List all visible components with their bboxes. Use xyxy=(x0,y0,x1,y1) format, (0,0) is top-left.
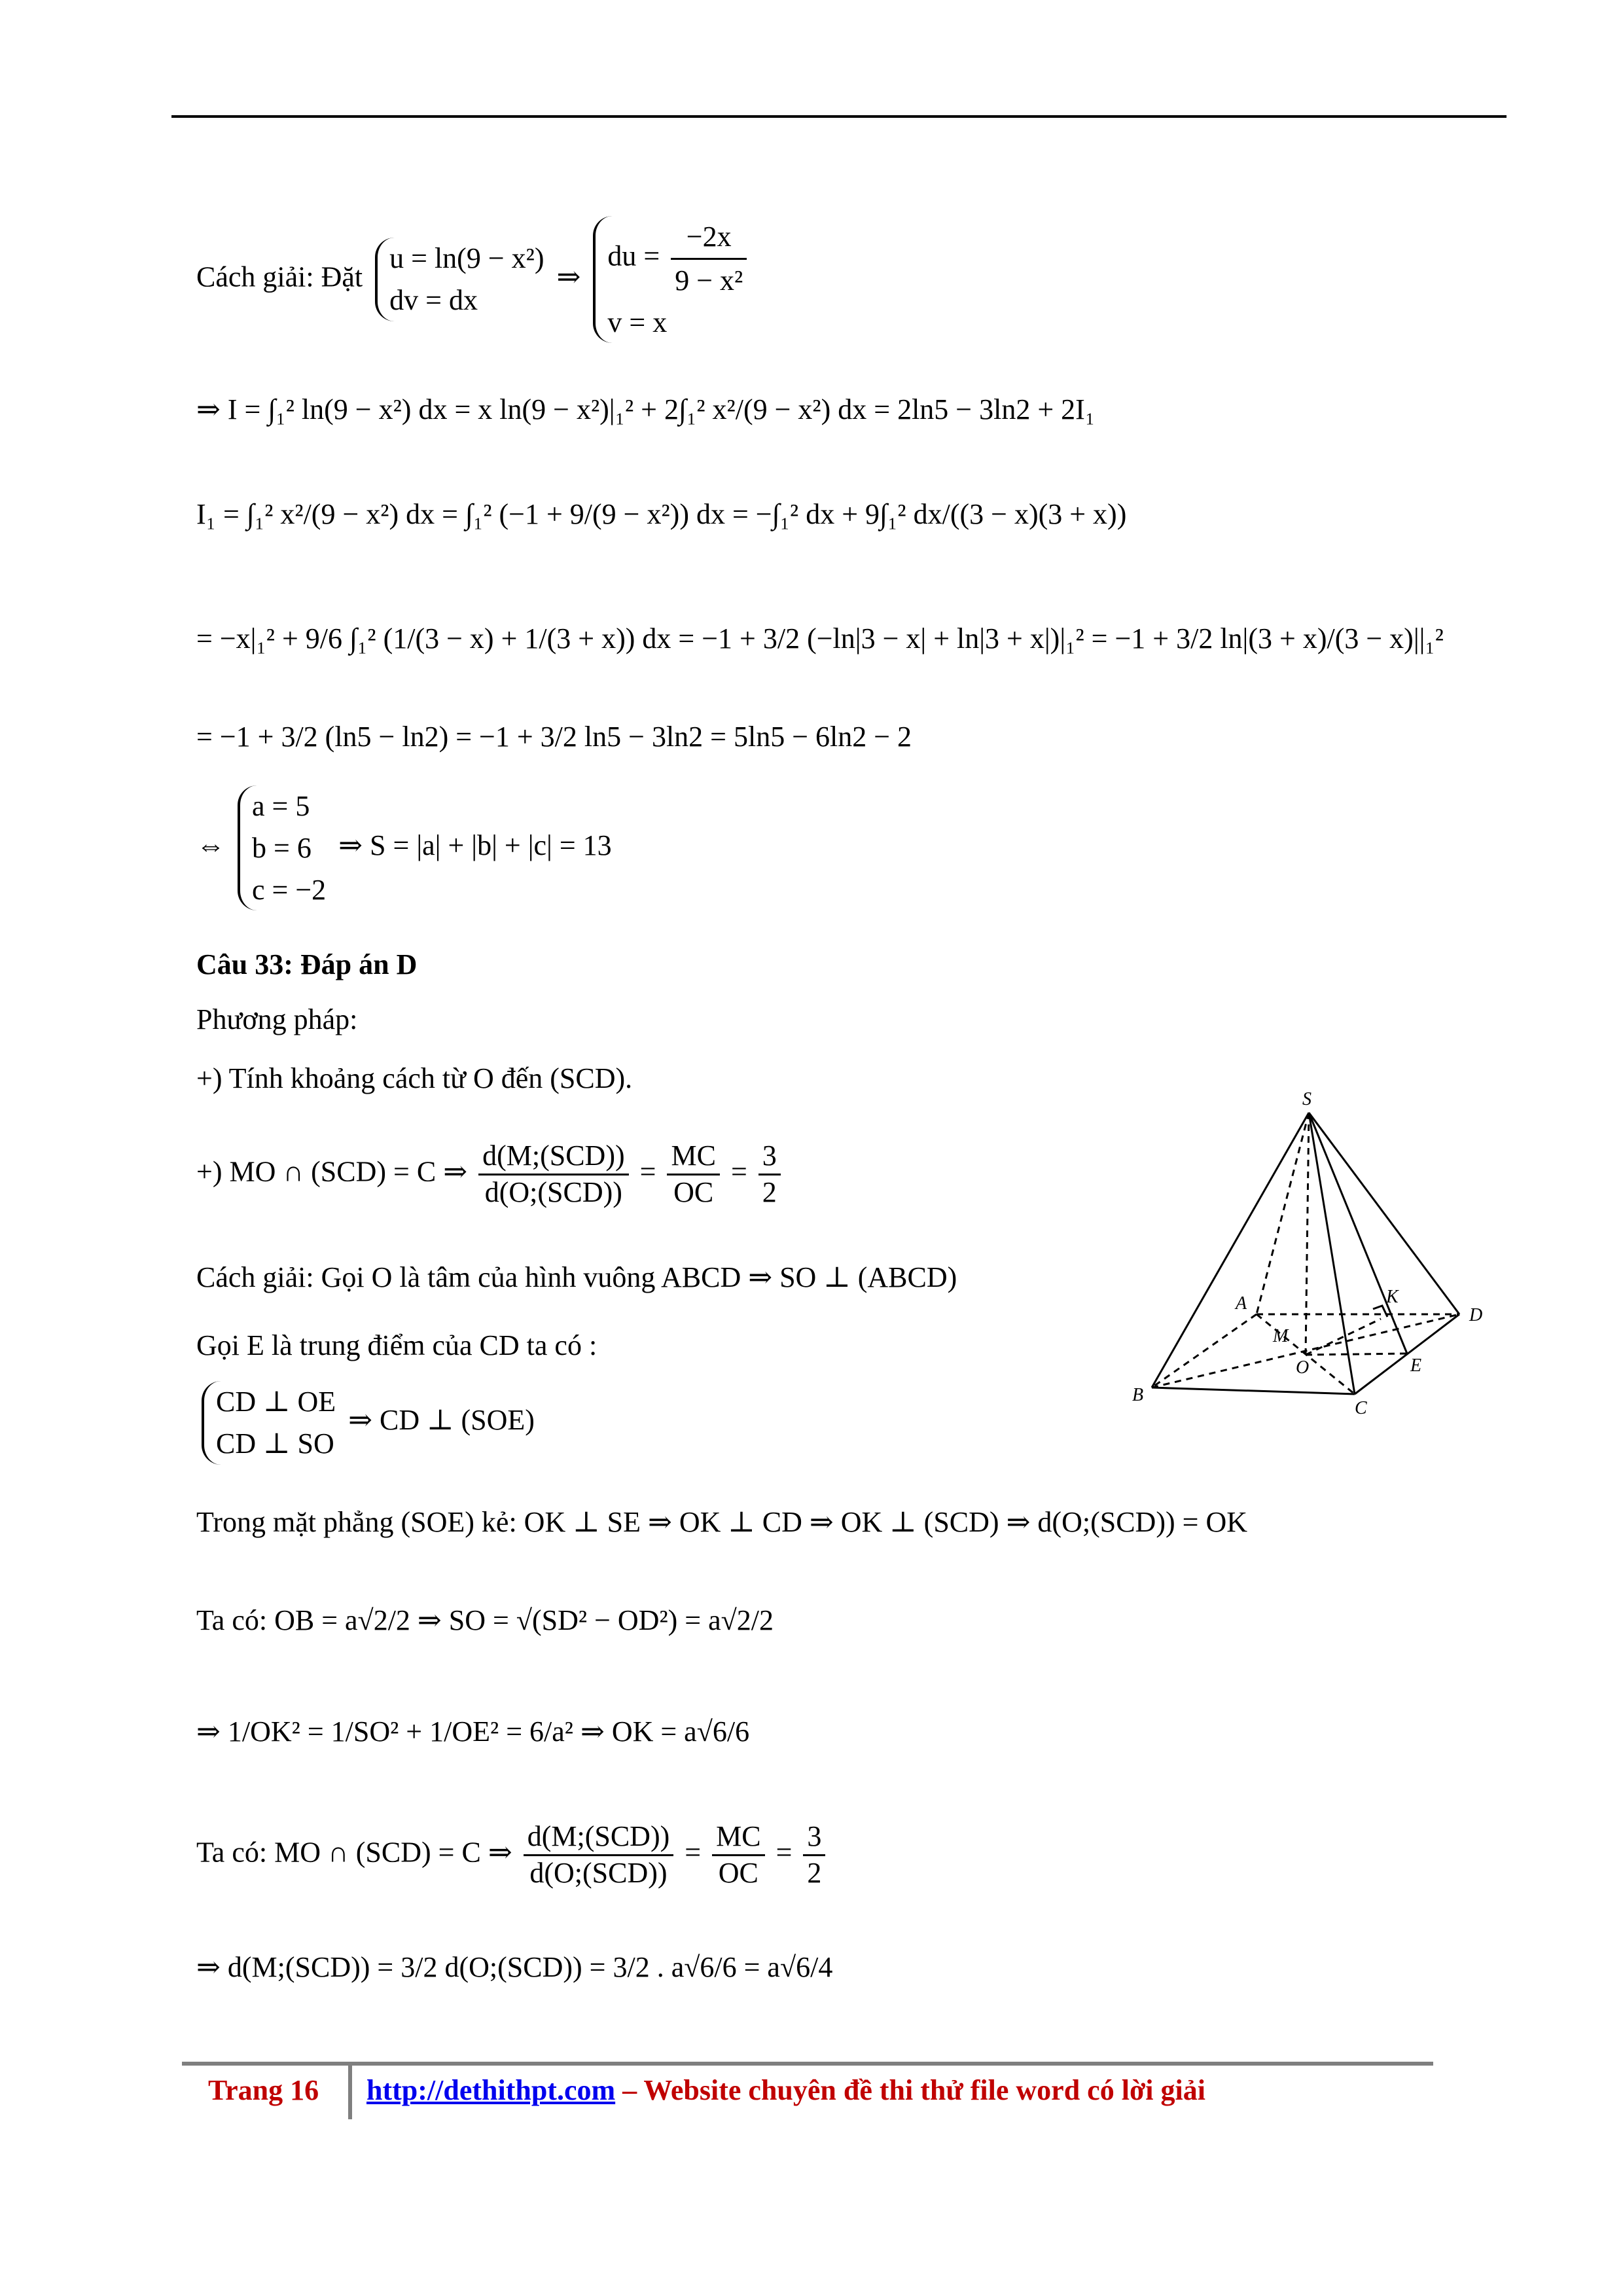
two: 2 xyxy=(762,1175,777,1208)
equation-step: = −x|₁² + 9/6 ∫₁² (1/(3 − x) + 1/(3 + x)) dx = −1 + 3/2 (−ln|3 − x| + ln|3 + x|)|₁² = −1 + 3/2 ln|(3 + x)/(3 − x)||₁² xyxy=(196,622,1444,655)
mo-mc-oc xyxy=(712,1820,764,1891)
coefficient-row xyxy=(196,785,612,910)
label-A: A xyxy=(1236,1293,1247,1314)
footer-banner xyxy=(366,2073,1205,2107)
method-step-2 xyxy=(196,1139,785,1210)
label-E: E xyxy=(1410,1355,1422,1376)
mo-mc: MC xyxy=(712,1820,764,1856)
mo-two: 2 xyxy=(807,1856,822,1889)
method-heading: Phương pháp: xyxy=(196,1003,358,1035)
mo-three-halves xyxy=(803,1820,825,1891)
equals-sign-2: = xyxy=(730,1155,747,1188)
equals-sign: = xyxy=(639,1155,656,1188)
du-numerator: −2x xyxy=(671,216,747,260)
mo-ratio xyxy=(524,1820,674,1891)
mc-oc-ratio xyxy=(667,1139,719,1210)
label-C: C xyxy=(1355,1398,1367,1418)
edge-SO xyxy=(1306,1113,1309,1355)
derivative-system xyxy=(593,216,751,343)
method-label: Cách giải: Đặt xyxy=(196,260,363,293)
equation-I1: I₁ = ∫₁² x²/(9 − x²) dx = ∫₁² (−1 + 9/(9 − x²)) dx = −∫₁² dx + 9∫₁² dx/((3 − x)(3 + x)) xyxy=(196,498,1127,530)
coef-b: b = 6 xyxy=(252,831,312,864)
final-distance-line: ⇒ d(M;(SCD)) = 3/2 d(O;(SCD)) = 3/2 . a√6/6 = a√6/4 xyxy=(196,1951,833,1983)
cd-perp-soe: ⇒ CD ⊥ (SOE) xyxy=(348,1403,535,1436)
mc-label: MC xyxy=(667,1139,719,1175)
equivalence-symbol: ⇔ xyxy=(196,829,225,861)
page-number: Trang 16 xyxy=(208,2074,319,2106)
label-M: M xyxy=(1273,1326,1289,1346)
perpendicular-system xyxy=(202,1381,336,1465)
cd-perp-oe: CD ⊥ OE xyxy=(216,1386,336,1418)
sub-u: u = ln(9 − x²) xyxy=(389,242,544,275)
coef-a: a = 5 xyxy=(252,790,310,822)
mo-ratio-denominator: d(O;(SCD)) xyxy=(529,1856,668,1889)
website-link[interactable]: http://dethithpt.com xyxy=(366,2074,616,2106)
du-row xyxy=(607,216,751,302)
segment-OE xyxy=(1306,1354,1407,1355)
step2-prefix: +) MO ∩ (SCD) = C ⇒ xyxy=(196,1155,468,1188)
edge-SA xyxy=(1257,1113,1309,1314)
mo-oc: OC xyxy=(718,1856,758,1889)
cd-perp-so: CD ⊥ SO xyxy=(216,1427,334,1460)
ob-line: Ta có: OB = a√2/2 ⇒ SO = √(SD² − OD²) = a√2/2 xyxy=(196,1604,774,1636)
label-O: O xyxy=(1296,1357,1310,1378)
perpendicular-system-row xyxy=(196,1381,535,1465)
footer-separator xyxy=(348,2066,352,2119)
substitution-row xyxy=(196,216,756,343)
three-halves xyxy=(758,1139,781,1210)
sub-dv: dv = dx xyxy=(389,284,478,317)
footer-description: – Website chuyên đề thi thử file word có lời giải xyxy=(615,2074,1205,2106)
label-D: D xyxy=(1469,1305,1483,1325)
ratio-numerator: d(M;(SCD)) xyxy=(478,1139,629,1175)
edge-SD xyxy=(1309,1113,1459,1314)
footer-rule xyxy=(182,2062,1433,2066)
equation-I: ⇒ I = ∫₁² ln(9 − x²) dx = x ln(9 − x²)|₁² + 2∫₁² x²/(9 − x²) dx = 2ln5 − 3ln2 + 2I₁ xyxy=(196,393,1096,425)
du-denominator: 9 − x² xyxy=(675,264,743,296)
label-K: K xyxy=(1386,1287,1399,1307)
mo-prefix: Ta có: MO ∩ (SCD) = C ⇒ xyxy=(196,1836,512,1869)
label-S: S xyxy=(1302,1089,1311,1109)
label-B: B xyxy=(1132,1385,1144,1405)
solution-line-2: Gọi E là trung điểm của CD ta có : xyxy=(196,1329,597,1361)
three: 3 xyxy=(758,1139,781,1175)
du-fraction xyxy=(671,216,747,302)
implies-arrow: ⇒ xyxy=(556,260,581,293)
question-33-heading: Câu 33: Đáp án D xyxy=(196,948,418,980)
v-row: v = x xyxy=(607,306,668,338)
mo-equals-2: = xyxy=(776,1836,793,1869)
coefficient-system xyxy=(238,785,326,910)
method-step-1: +) Tính khoảng cách từ O đến (SCD). xyxy=(196,1062,633,1094)
oc-label: OC xyxy=(673,1175,714,1208)
edge-SB xyxy=(1152,1113,1309,1388)
ratio-denominator: d(O;(SCD)) xyxy=(484,1175,622,1208)
coef-c: c = −2 xyxy=(252,873,327,906)
edge-AB xyxy=(1152,1314,1257,1388)
equation-final: = −1 + 3/2 (ln5 − ln2) = −1 + 3/2 ln5 − 3ln2 = 5ln5 − 6ln2 − 2 xyxy=(196,721,912,753)
mo-line xyxy=(196,1820,829,1891)
ok-line: ⇒ 1/OK² = 1/SO² + 1/OE² = 6/a² ⇒ OK = a√6/6 xyxy=(196,1715,750,1748)
edge-SC xyxy=(1309,1113,1355,1394)
solution-line-1: Cách giải: Gọi O là tâm của hình vuông ABCD ⇒ SO ⊥ (ABCD) xyxy=(196,1261,957,1293)
header-rule xyxy=(171,115,1507,118)
edge-SE xyxy=(1309,1113,1407,1354)
du-lhs: du = xyxy=(607,240,660,272)
distance-ratio xyxy=(478,1139,629,1210)
pyramid-figure xyxy=(1113,1080,1505,1420)
mo-three: 3 xyxy=(803,1820,825,1856)
sum-result: ⇒ S = |a| + |b| + |c| = 13 xyxy=(338,829,612,861)
edge-BC xyxy=(1152,1388,1355,1394)
mo-equals: = xyxy=(685,1836,702,1869)
substitution-system xyxy=(375,238,544,321)
mo-ratio-numerator: d(M;(SCD)) xyxy=(524,1820,674,1856)
plane-line: Trong mặt phẳng (SOE) kẻ: OK ⊥ SE ⇒ OK ⊥ CD ⇒ OK ⊥ (SCD) ⇒ d(O;(SCD)) = OK xyxy=(196,1506,1247,1538)
